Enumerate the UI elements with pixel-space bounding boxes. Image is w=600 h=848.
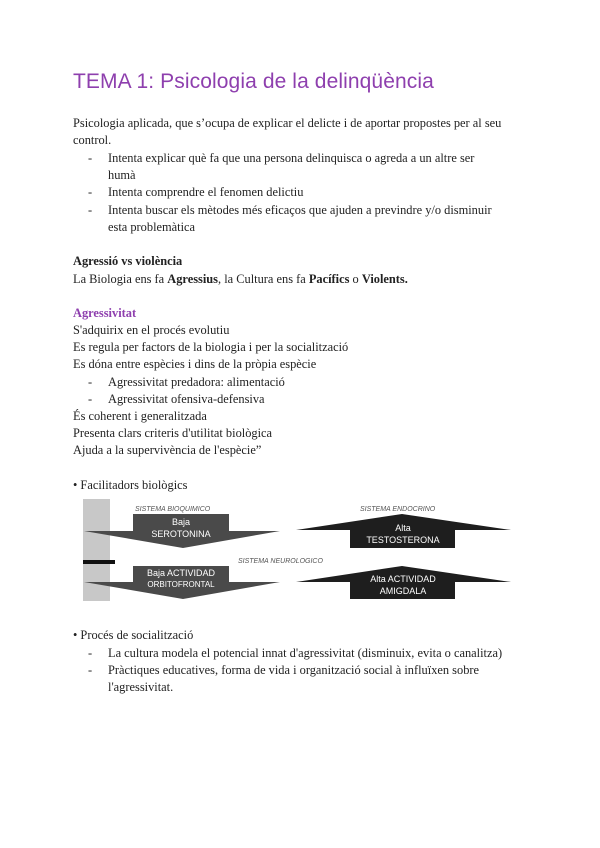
system-neurological-label: SISTEMA NEUROLOGICO xyxy=(238,558,323,565)
low-serotonin-label-2: SEROTONINA xyxy=(151,529,211,539)
aggression-heading: Agressió vs violència xyxy=(73,254,183,268)
agressivitat-line-6: Ajuda a la supervivència de l'espècie” xyxy=(73,443,262,457)
high-amygdala-label-2: AMIGDALA xyxy=(379,586,427,596)
socialization-bullet-1: La cultura modela el potencial innat d'agressivitat (disminuix, evita o canalitza) xyxy=(108,646,503,660)
intro-bullet-1: Intenta explicar què fa que una persona delinquisca o agreda a un altre ser xyxy=(108,151,475,165)
bullet-dash: - xyxy=(88,375,93,389)
agressivitat-line-3: Es dóna entre espècies i dins de la pròpia espècie xyxy=(73,357,317,371)
high-testosterone-label-1: Alta xyxy=(395,523,411,533)
aggression-or: o xyxy=(349,272,362,286)
agressivitat-heading: Agressivitat xyxy=(73,306,137,320)
high-testosterone-label-2: TESTOSTERONA xyxy=(366,535,440,545)
agressivitat-line-2: Es regula per factors de la biologia i per la socialització xyxy=(73,340,349,354)
agressivitat-line-4: És coherent i generalitzada xyxy=(73,409,207,423)
facilitators-label: • Facilitadors biològics xyxy=(73,478,188,492)
bullet-dash: - xyxy=(88,151,93,165)
low-orbitofrontal-label-2: ORBITOFRONTAL xyxy=(147,580,215,589)
bullet-dash: - xyxy=(88,203,93,217)
intro-bullet-1-cont: humà xyxy=(108,168,136,182)
intro-line-2: control. xyxy=(73,133,112,147)
aggression-word-agressius: Agressius xyxy=(167,272,218,286)
agressivitat-line-5: Presenta clars criteris d'utilitat biològica xyxy=(73,426,273,440)
intro-bullet-3-cont: esta problemàtica xyxy=(108,220,196,234)
socialization-label: • Procés de socialització xyxy=(73,628,194,642)
aggression-prefix: La Biologia ens fa xyxy=(73,272,168,286)
socialization-bullet-2-cont: l'agressivitat. xyxy=(108,680,174,694)
bullet-dash: - xyxy=(88,185,93,199)
system-endocrine-label: SISTEMA ENDOCRINO xyxy=(360,506,436,513)
intro-bullet-3: Intenta buscar els mètodes més eficaços que ajuden a previndre y/o disminuir xyxy=(108,203,492,217)
diagram-separator xyxy=(83,560,115,564)
low-serotonin-label-1: Baja xyxy=(171,517,191,527)
bullet-dash: - xyxy=(88,646,93,660)
page-title: TEMA 1: Psicologia de la delinqüència xyxy=(73,70,434,93)
aggression-word-pacifics: Pacífics xyxy=(308,272,350,286)
aggression-word-violents: Violents. xyxy=(361,272,408,286)
bullet-dash: - xyxy=(88,392,93,406)
high-amygdala-label-1: Alta ACTIVIDAD xyxy=(370,574,436,584)
agressivitat-bullet-1: Agressivitat predadora: alimentació xyxy=(108,375,285,389)
socialization-bullet-2: Pràctiques educatives, forma de vida i organització social à influïxen sobre xyxy=(108,663,480,677)
agressivitat-line-1: S'adquirix en el procés evolutiu xyxy=(73,323,230,337)
aggression-mid: , la Cultura ens fa xyxy=(218,272,309,286)
system-biochemical-label: SISTEMA BIOQUIMICO xyxy=(135,506,211,513)
bullet-dash: - xyxy=(88,663,93,677)
intro-line-1: Psicologia aplicada, que s’ocupa de explicar el delicte i de aportar propostes per al seu xyxy=(73,116,502,130)
intro-bullet-2: Intenta comprendre el fenomen delictiu xyxy=(108,185,304,199)
agressivitat-bullet-2: Agressivitat ofensiva-defensiva xyxy=(108,392,265,406)
low-orbitofrontal-label-1: Baja ACTIVIDAD xyxy=(146,568,216,578)
